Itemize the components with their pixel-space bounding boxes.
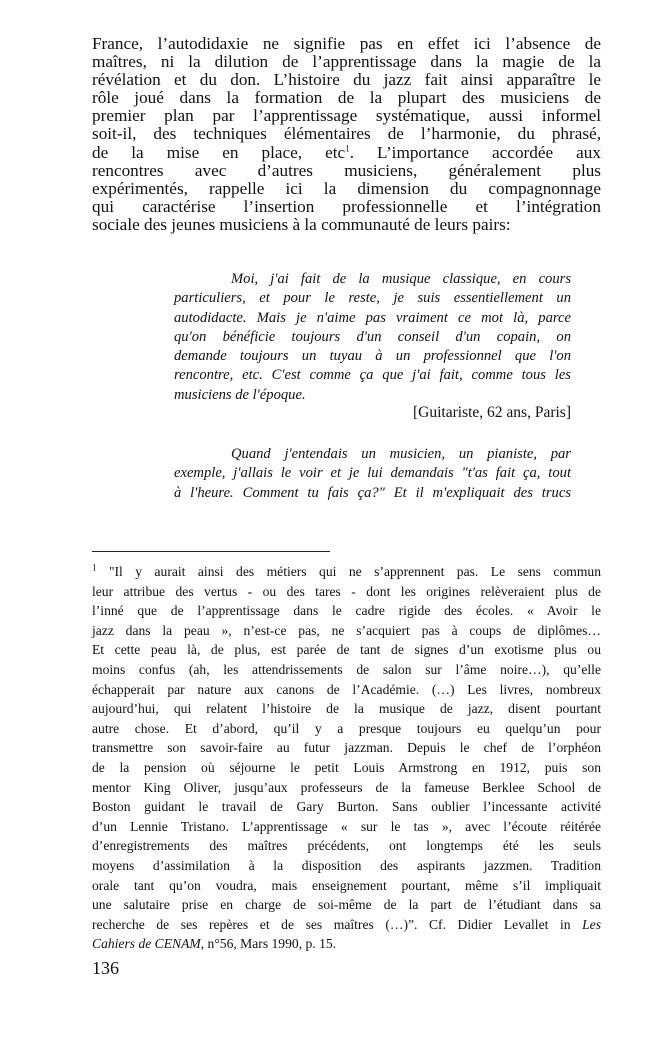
body-line [92, 144, 601, 162]
footnote-line: l’inné que de l’apprentissage dans le cadre rigide des écoles. « Avoir le [92, 603, 601, 619]
body-line: premier plan par l’apprentissage systématique, aussi informel [92, 106, 601, 126]
quote-line: autodidacte. Mais je n'aime pas vraiment ce mot là, parce [174, 309, 571, 326]
footnote-line: échapperait par nature aux canons de l’Académie. (…) Les livres, nombreux [92, 681, 601, 697]
footnote-line: moins confus (ah, les attendrissements de salon sur l’âme noire…), qu’elle [92, 661, 601, 677]
footnote-number: 1 [92, 562, 97, 573]
footnote-line: aujourd’hui, qui relatent l’histoire de la musique de jazz, disent pourtant [92, 701, 601, 717]
quote-line: exemple, j'allais le voir et je lui demandais "t'as fait ça, tout [174, 465, 571, 482]
footnote-line-text: "Il y aurait ainsi des métiers qui ne s’apprennent pas. Le sens commun [96, 564, 601, 579]
footnote-line: moyens d’assimilation à la disposition des aspirants jazzmen. Tradition [92, 857, 601, 873]
footnote-line-text: recherche de ses repères et de ses maîtres (…)”. Cf. Didier Levallet in [92, 916, 571, 932]
interview-quote-2 [174, 445, 571, 503]
body-line: rôle joué dans la formation de la plupart des musiciens de [92, 88, 601, 108]
body-line: qui caractérise l’insertion professionnelle et l’intégration [92, 196, 601, 216]
body-line: expérimentés, rappelle ici la dimension du compagnonnage [92, 178, 601, 198]
footnote-line: Et cette peau là, de plus, est parée de tant de signes d’un exotisme plus ou [92, 642, 601, 658]
body-line: soit-il, des techniques élémentaires de l’harmonie, du phrasé, [92, 124, 601, 144]
quote-line: rencontre, etc. C'est comme ça que j'ai fait, comme tous les [174, 367, 571, 384]
citation-title: Les [582, 916, 601, 932]
quote-line: Quand j'entendais un musicien, un pianiste, par [231, 446, 571, 462]
footnote-line [92, 934, 601, 954]
footnote-divider [92, 551, 330, 552]
body-text [92, 35, 601, 234]
citation-title: Cahiers de CENAM [92, 936, 201, 952]
body-line: France, l’autodidaxie ne signifie pas en effet ici l’absence de [92, 34, 601, 53]
body-line: maîtres, ni la dilution de l’apprentissage dans la magie de la [92, 52, 601, 72]
interview-quote-1 [174, 270, 571, 405]
citation-details: , n°56, Mars 1990, p. 15. [200, 936, 337, 952]
footnote [92, 562, 601, 954]
quote-line: qu'on bénéficie toujours d'un conseil d'un copain, on [174, 328, 571, 345]
quote-line: Moi, j'ai fait de la musique classique, en cours [231, 271, 571, 287]
quote-line: demande toujours un tuyau à un professionnel que l'on [174, 348, 571, 365]
footnote-line: d’enregistrements des maîtres précédents, ont longtemps été les seuls [92, 838, 601, 854]
body-line: sociale des jeunes musiciens à la communauté de leurs pairs: [92, 214, 511, 234]
body-line: rencontres avec d’autres musiciens, généralement plus [92, 160, 601, 180]
body-line-part: . L’importance accordée aux [349, 142, 601, 162]
footnote-line: d’un Lennie Tristano. L’apprentissage « sur le tas », avec l’écoute réitérée [92, 818, 601, 834]
quote-line: musiciens de l'époque. [174, 386, 306, 403]
body-line-part: de la mise en place, etc [92, 142, 346, 162]
footnote-reference[interactable]: 1 [345, 142, 350, 153]
footnote-line: de la pension où séjourne le petit Louis Armstrong en 1912, puis son [92, 759, 601, 775]
page-number: 136 [92, 958, 119, 978]
footnote-line [92, 562, 601, 582]
footnote-line: une salutaire prise en charge de soi-même de la part de l’étudiant dans sa [92, 897, 601, 913]
footnote-line: autre chose. Et d’abord, qu’il y a presque toujours eu quelqu’un pour [92, 720, 601, 736]
body-line: révélation et du don. L’histoire du jazz fait ainsi apparaître le [92, 70, 601, 90]
footnote-line: mentor King Oliver, jusqu’aux professeurs de la fameuse Berklee School de [92, 779, 601, 795]
footnote-line: leur attribue des vertus - ou des tares - dont les origines relèveraient plus de [92, 583, 601, 599]
quote-line: particuliers, et pour le reste, je suis essentiellement un [174, 290, 571, 307]
footnote-line: jazz dans la peau », n’est-ce pas, ne s’acquiert pas à coups de diplômes… [92, 622, 601, 638]
quote-line: à l'heure. Comment tu fais ça?" Et il m'expliquait des trucs [174, 484, 571, 501]
quote-attribution: [Guitariste, 62 ans, Paris] [413, 404, 571, 421]
footnote-line: Boston guidant le travail de Gary Burton. Sans oublier l’incessante activité [92, 799, 601, 815]
footnote-line: transmettre son savoir-faire au futur jazzman. Depuis le chef de l’orphéon [92, 740, 601, 756]
footnote-line [92, 915, 601, 935]
footnote-line: orale tant qu’on voudra, mais enseignement pourtant, même s’il impliquait [92, 877, 601, 893]
